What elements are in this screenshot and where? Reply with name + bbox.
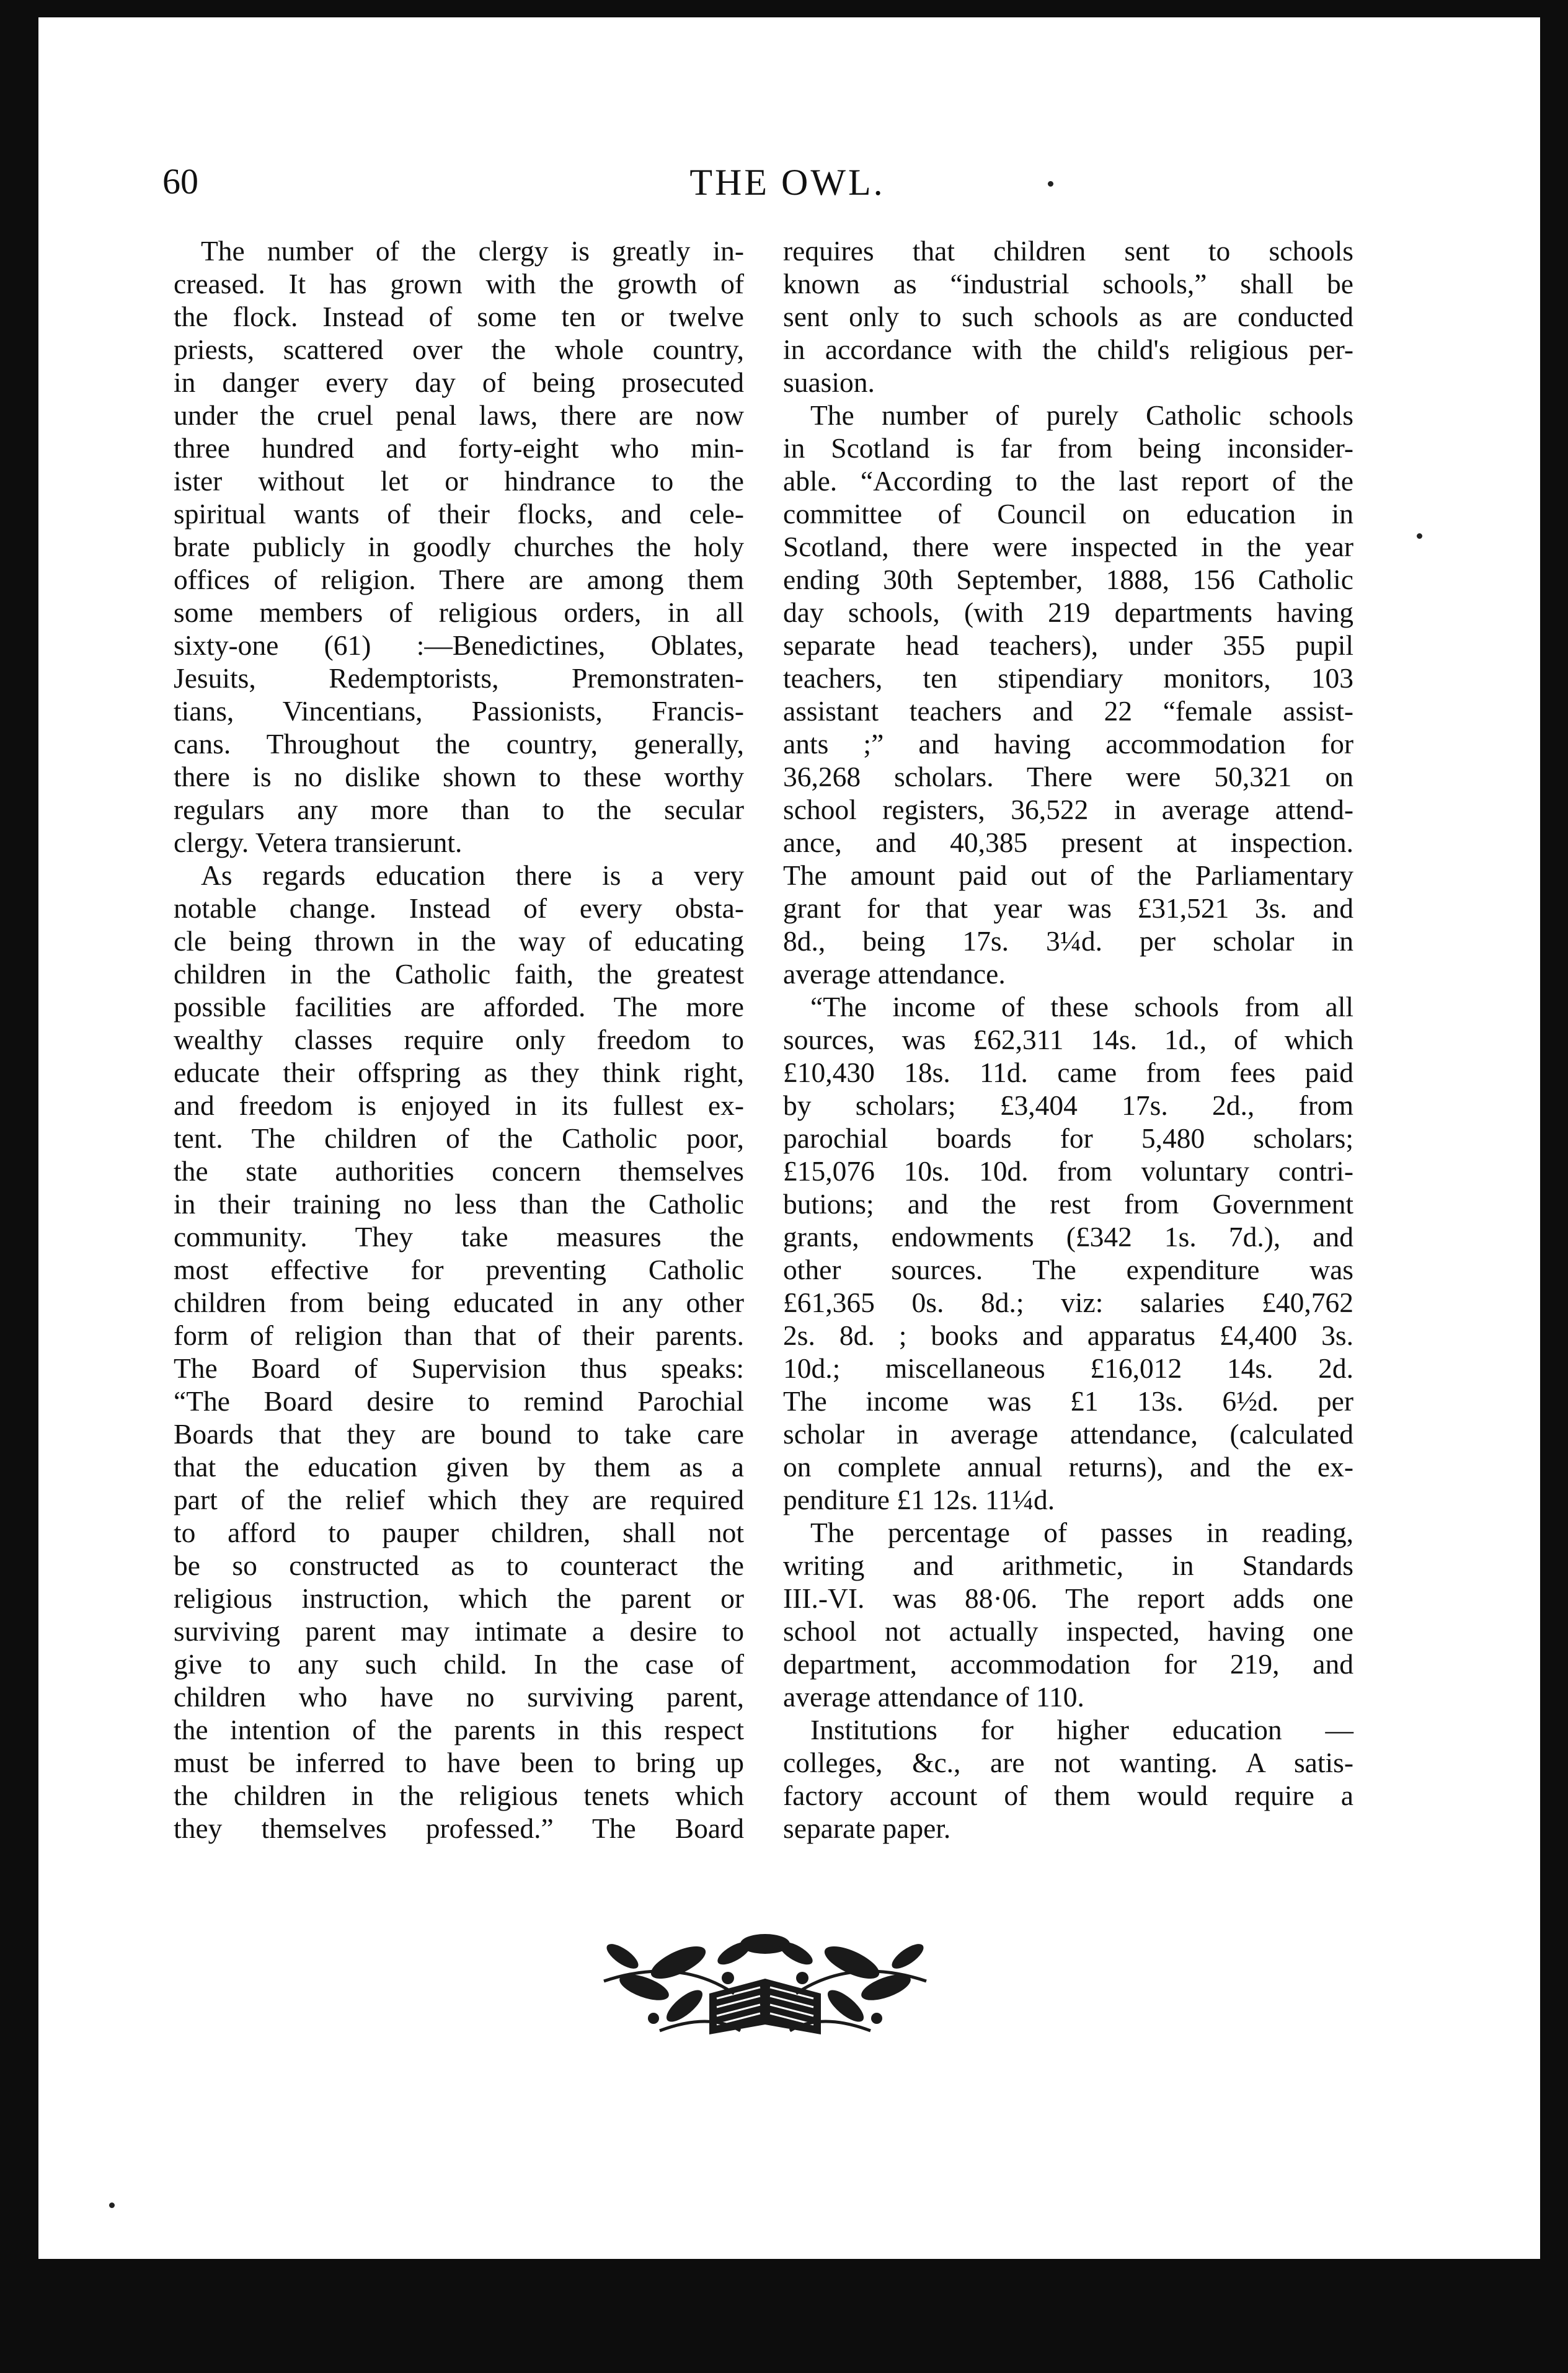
scan-border-top <box>0 0 1568 17</box>
text-line: The number of purely Catholic schools <box>810 399 1353 431</box>
text-line: offices of religion. There are among them <box>174 564 744 595</box>
right-column <box>783 234 1353 1845</box>
text-line: under the cruel penal laws, there are now <box>174 399 744 431</box>
stray-mark <box>109 2202 115 2208</box>
paragraph-percentage <box>783 1516 1353 1713</box>
text-line: factory account of them would require a <box>783 1780 1353 1811</box>
text-line: known as “industrial schools,” shall be <box>783 268 1353 299</box>
text-line: As regards education there is a very <box>201 859 744 891</box>
text-line: ants ;” and having accommodation for <box>783 728 1353 760</box>
text-line: the state authorities concern themselves <box>174 1155 744 1187</box>
scan-border-left <box>0 0 38 2373</box>
text-line: butions; and the rest from Government <box>783 1188 1353 1220</box>
text-line: priests, scattered over the whole country, <box>174 334 744 365</box>
text-line: able. “According to the last report of the <box>783 465 1353 497</box>
text-line: regulars any more than to the secular <box>174 794 744 825</box>
scan-border-right <box>1540 0 1568 2373</box>
text-line: writing and arithmetic, in Standards <box>783 1550 1353 1581</box>
text-line: colleges, &c., are not wanting. A satis- <box>783 1747 1353 1778</box>
text-line: spiritual wants of their flocks, and cele- <box>174 498 744 530</box>
paragraph-income <box>783 990 1353 1516</box>
text-line: children in the Catholic faith, the greatest <box>174 958 744 990</box>
text-line: III.-VI. was 88·06. The report adds one <box>783 1582 1353 1614</box>
text-line: wealthy classes require only freedom to <box>174 1024 744 1055</box>
text-line: The amount paid out of the Parliamentary <box>783 859 1353 891</box>
text-line: separate head teachers), under 355 pupil <box>783 629 1353 661</box>
text-line: sources, was £62,311 14s. 1d., of which <box>783 1024 1353 1055</box>
text-line: committee of Council on education in <box>783 498 1353 530</box>
text-line: £15,076 10s. 10d. from voluntary contri- <box>783 1155 1353 1187</box>
text-line: £10,430 18s. 11d. came from fees paid <box>783 1057 1353 1088</box>
text-line: other sources. The expenditure was <box>783 1254 1353 1285</box>
text-line: school not actually inspected, having one <box>783 1615 1353 1647</box>
text-line: religious instruction, which the parent or <box>174 1582 744 1614</box>
text-line: and freedom is enjoyed in its fullest ex- <box>174 1089 744 1121</box>
text-line: Boards that they are bound to take care <box>174 1418 744 1450</box>
text-line: part of the relief which they are required <box>174 1484 744 1515</box>
text-line: creased. It has grown with the growth of <box>174 268 744 299</box>
text-line: suasion. <box>783 366 875 398</box>
text-line: give to any such child. In the case of <box>174 1648 744 1680</box>
text-line: possible facilities are afforded. The more <box>174 991 744 1022</box>
left-column <box>174 234 744 1845</box>
text-line: the flock. Instead of some ten or twelve <box>174 301 744 332</box>
paragraph-clergy <box>174 234 744 859</box>
text-line: clergy. Vetera transierunt. <box>174 827 463 858</box>
text-line: cle being thrown in the way of educating <box>174 925 744 957</box>
text-line: The income was £1 13s. 6½d. per <box>783 1385 1353 1417</box>
paragraph-education <box>174 859 744 1845</box>
text-line: £61,365 0s. 8d.; viz: salaries £40,762 <box>783 1287 1353 1318</box>
text-line: be so constructed as to counteract the <box>174 1550 744 1581</box>
text-line: day schools, (with 219 departments having <box>783 597 1353 628</box>
text-line: “The Board desire to remind Parochial <box>174 1385 744 1417</box>
text-line: parochial boards for 5,480 scholars; <box>783 1122 1353 1154</box>
text-line: penditure £1 12s. 11¼d. <box>783 1484 1055 1515</box>
text-line: cans. Throughout the country, generally, <box>174 728 744 760</box>
text-line: separate paper. <box>783 1812 951 1844</box>
running-title: THE OWL. <box>689 162 885 203</box>
stray-mark <box>1048 181 1053 187</box>
text-line: requires that children sent to schools <box>783 235 1353 267</box>
text-line: school registers, 36,522 in average attend- <box>783 794 1353 825</box>
text-line: must be inferred to have been to bring up <box>174 1747 744 1778</box>
text-line: there is no dislike shown to these worthy <box>174 761 744 792</box>
text-line: ister without let or hindrance to the <box>174 465 744 497</box>
stray-mark <box>1417 533 1422 539</box>
text-line: some members of religious orders, in all <box>174 597 744 628</box>
text-line: tent. The children of the Catholic poor, <box>174 1122 744 1154</box>
text-line: the intention of the parents in this respect <box>174 1714 744 1745</box>
text-line: children who have no surviving parent, <box>174 1681 744 1713</box>
text-line: brate publicly in goodly churches the holy <box>174 531 744 562</box>
book-and-leaves-ornament <box>585 1919 945 2043</box>
text-line: sixty-one (61) :—Benedictines, Oblates, <box>174 629 744 661</box>
text-line: to afford to pauper children, shall not <box>174 1517 744 1548</box>
text-line: by scholars; £3,404 17s. 2d., from <box>783 1089 1353 1121</box>
text-line: educate their offspring as they think right, <box>174 1057 744 1088</box>
text-line: The percentage of passes in reading, <box>810 1517 1353 1548</box>
text-line: grants, endowments (£342 1s. 7d.), and <box>783 1221 1353 1253</box>
text-line: most effective for preventing Catholic <box>174 1254 744 1285</box>
text-line: in their training no less than the Catholic <box>174 1188 744 1220</box>
text-line: in accordance with the child's religious per- <box>783 334 1353 365</box>
text-line: Scotland, there were inspected in the year <box>783 531 1353 562</box>
text-line: three hundred and forty-eight who min- <box>174 432 744 464</box>
text-line: 36,268 scholars. There were 50,321 on <box>783 761 1353 792</box>
text-line: Jesuits, Redemptorists, Premonstraten- <box>174 662 744 694</box>
scan-border-bottom <box>0 2259 1568 2373</box>
text-line: Institutions for higher education — <box>810 1714 1353 1745</box>
text-line: form of religion than that of their parents. <box>174 1320 744 1351</box>
text-line: average attendance. <box>783 958 1006 990</box>
text-line: 2s. 8d. ; books and apparatus £4,400 3s. <box>783 1320 1353 1351</box>
paragraph-higher-education <box>783 1713 1353 1845</box>
page-number: 60 <box>162 161 198 202</box>
text-line: 8d., being 17s. 3¼d. per scholar in <box>783 925 1353 957</box>
text-line: scholar in average attendance, (calculated <box>783 1418 1353 1450</box>
text-line: they themselves professed.” The Board <box>174 1812 744 1844</box>
text-line: sent only to such schools as are conducted <box>783 301 1353 332</box>
text-line: ending 30th September, 1888, 156 Catholic <box>783 564 1353 595</box>
text-line: the children in the religious tenets which <box>174 1780 744 1811</box>
text-line: that the education given by them as a <box>174 1451 744 1483</box>
text-line: children from being educated in any other <box>174 1287 744 1318</box>
text-line: surviving parent may intimate a desire to <box>174 1615 744 1647</box>
text-line: community. They take measures the <box>174 1221 744 1253</box>
text-line: The number of the clergy is greatly in- <box>201 235 744 267</box>
paragraph-industrial-schools <box>783 234 1353 399</box>
text-line: “The income of these schools from all <box>810 991 1353 1022</box>
paragraph-catholic-schools <box>783 399 1353 990</box>
text-line: teachers, ten stipendiary monitors, 103 <box>783 662 1353 694</box>
text-line: tians, Vincentians, Passionists, Francis- <box>174 695 744 727</box>
text-line: grant for that year was £31,521 3s. and <box>783 892 1353 924</box>
text-line: ance, and 40,385 present at inspection. <box>783 827 1353 858</box>
text-line: department, accommodation for 219, and <box>783 1648 1353 1680</box>
text-line: notable change. Instead of every obsta- <box>174 892 744 924</box>
text-line: average attendance of 110. <box>783 1681 1084 1713</box>
text-line: in Scotland is far from being inconsider- <box>783 432 1353 464</box>
text-line: assistant teachers and 22 “female assist- <box>783 695 1353 727</box>
text-line: The Board of Supervision thus speaks: <box>174 1352 744 1384</box>
text-line: on complete annual returns), and the ex- <box>783 1451 1353 1483</box>
text-line: in danger every day of being prosecuted <box>174 366 744 398</box>
text-line: 10d.; miscellaneous £16,012 14s. 2d. <box>783 1352 1353 1384</box>
